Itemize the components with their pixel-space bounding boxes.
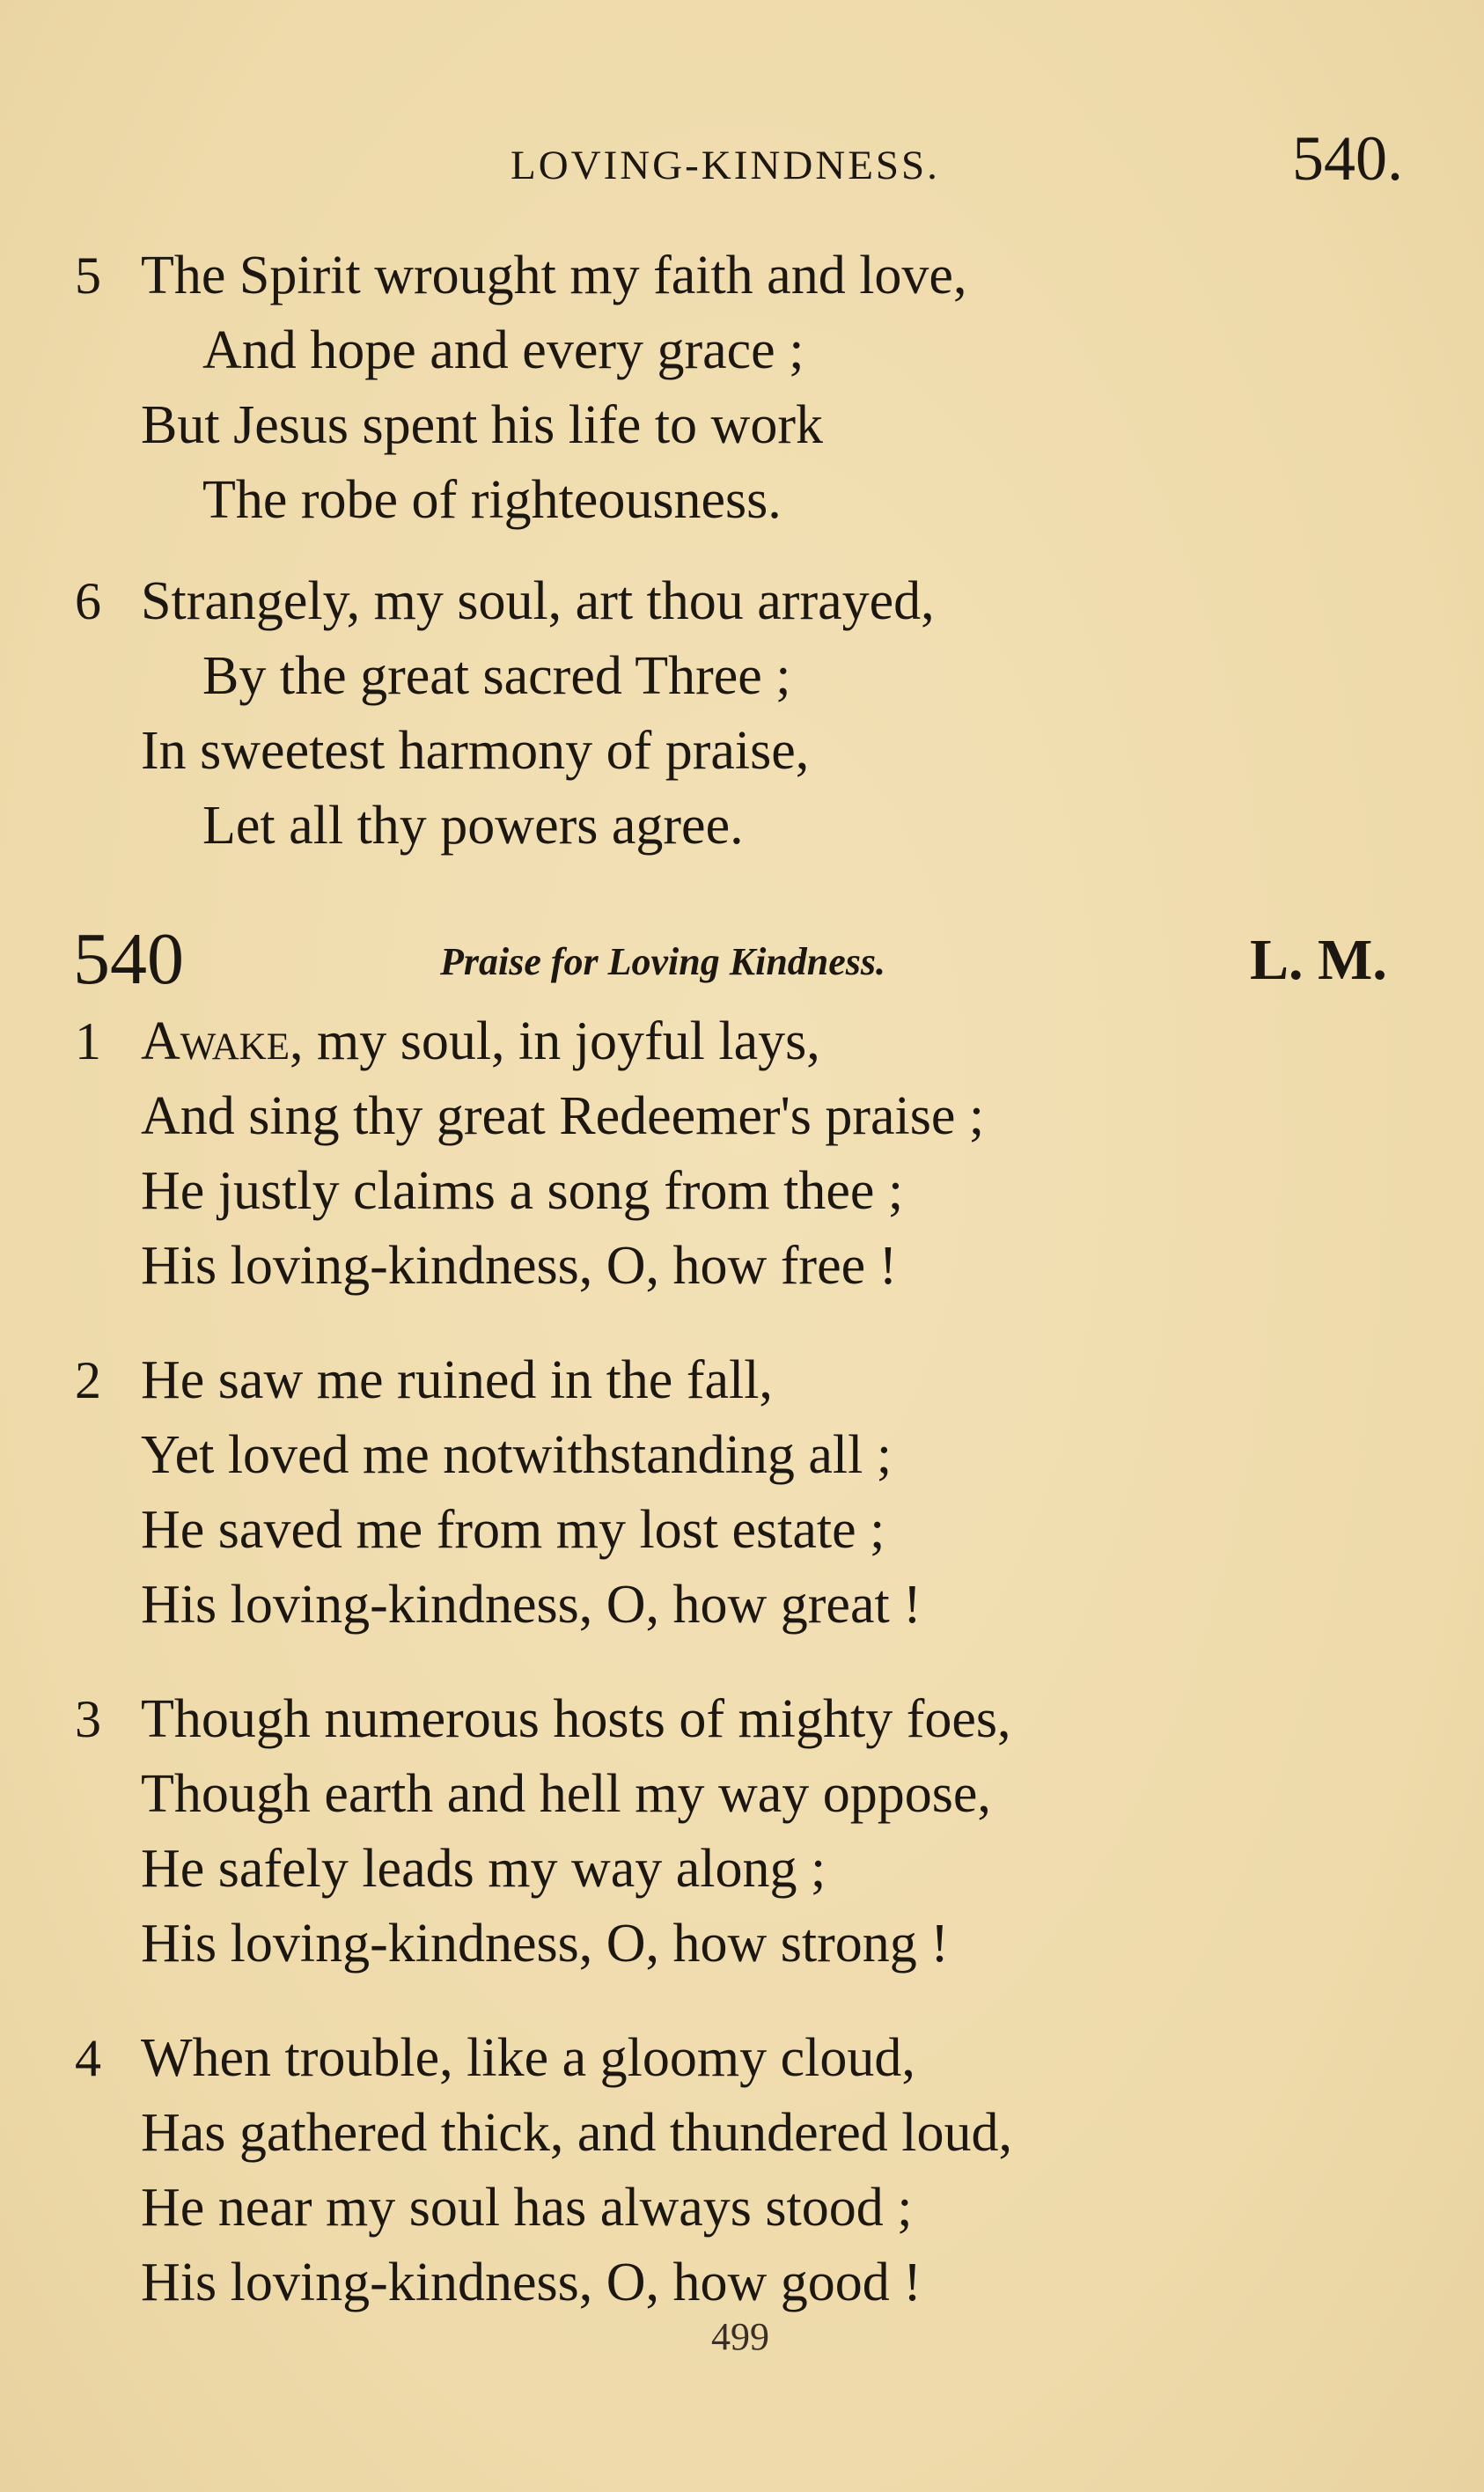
verse-line: He saved me from my lost estate ;	[141, 1500, 885, 1560]
first-line-rest: my soul, in joyful lays,	[303, 1011, 820, 1071]
verse-line: In sweetest harmony of praise,	[141, 721, 810, 781]
first-word-smallcaps: Awake,	[141, 1011, 304, 1071]
verse-line: Let all thy powers agree.	[202, 796, 744, 856]
verse-line: He saw me ruined in the fall,	[141, 1350, 773, 1410]
verse-line: His loving-kindness, O, how good !	[141, 2253, 922, 2312]
verse-line: His loving-kindness, O, how great !	[141, 1575, 922, 1635]
verse-line: He justly claims a song from thee ;	[141, 1161, 904, 1221]
running-head-title: LOVING-KINDNESS.	[511, 143, 940, 188]
verse-number: 3	[75, 1690, 101, 1748]
hymn-number: 540	[73, 918, 184, 1000]
verse-line: He safely leads my way along ;	[141, 1839, 826, 1899]
verse-line: He near my soul has always stood ;	[141, 2178, 913, 2238]
verse-number: 4	[75, 2029, 101, 2087]
verse-line: And sing thy great Redeemer's praise ;	[141, 1086, 985, 1146]
verse-line: His loving-kindness, O, how strong !	[141, 1914, 949, 1974]
verse-line: The Spirit wrought my faith and love,	[141, 246, 967, 305]
verse-line: Strangely, my soul, art thou arrayed,	[141, 571, 935, 631]
hymn-title: Praise for Loving Kindness.	[440, 940, 886, 983]
hymn-heading	[0, 920, 1484, 999]
verse-line: Has gathered thick, and thundered loud,	[141, 2103, 1012, 2163]
verse-line: Though numerous hosts of mighty foes,	[141, 1689, 1011, 1749]
verse-line: The robe of righteousness.	[202, 470, 782, 530]
page-folio: 499	[711, 2315, 769, 2358]
verse-number: 1	[75, 1012, 101, 1070]
verse-line: Yet loved me notwithstanding all ;	[141, 1425, 893, 1485]
running-head	[0, 123, 1484, 194]
verse-line: But Jesus spent his life to work	[141, 395, 823, 455]
verse-line: By the great sacred Three ;	[202, 646, 791, 706]
verse-line: Though earth and hell my way oppose,	[141, 1764, 991, 1824]
verse-line: And hope and every grace ;	[202, 320, 804, 380]
running-head-number: 540.	[1292, 123, 1403, 194]
verse-line: His loving-kindness, O, how free !	[141, 1236, 898, 1296]
verse-number: 6	[75, 572, 101, 630]
hymn-meter: L. M.	[1250, 928, 1387, 992]
verse-number: 2	[75, 1351, 101, 1409]
verse-line: When trouble, like a gloomy cloud,	[141, 2028, 915, 2088]
verse-line-first	[141, 1006, 820, 1077]
verse-number: 5	[75, 246, 101, 305]
